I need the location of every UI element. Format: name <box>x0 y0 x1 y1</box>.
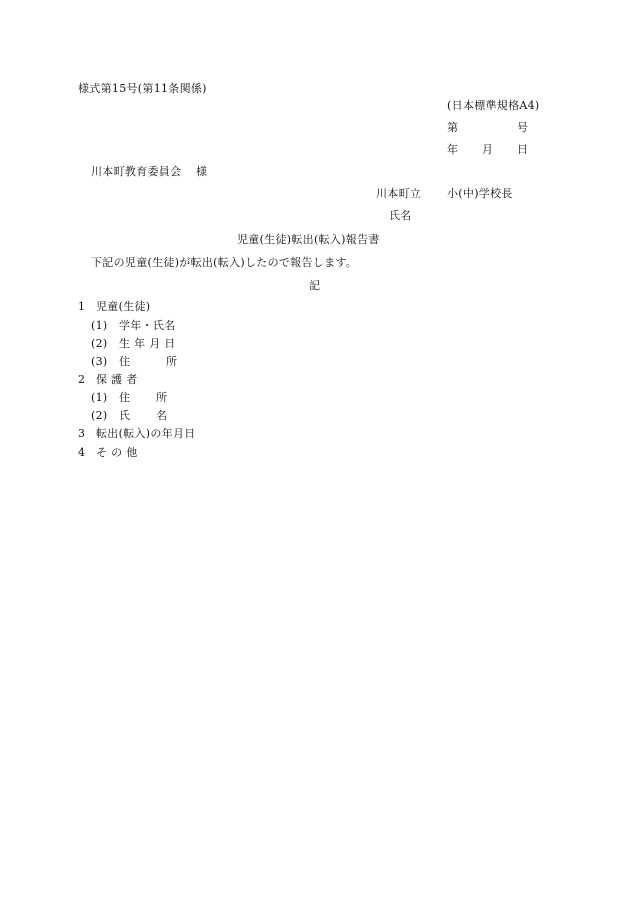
date-month: 月 <box>482 143 494 156</box>
item-1-1-label: 学年・氏名 <box>119 319 176 332</box>
document-title: 児童(生徒)転出(転入)報告書 <box>237 233 380 246</box>
item-2-2-label-b: 名 <box>156 409 168 422</box>
intro-text: 下記の児童(生徒)が転出(転入)したので報告します。 <box>91 256 358 269</box>
date-day: 日 <box>517 143 529 156</box>
item-1-3-label-a: 住 <box>119 355 131 368</box>
item-1-1-number: (1) <box>91 319 108 332</box>
doc-number-dai: 第 <box>447 121 459 134</box>
item-3-number: 3 <box>78 427 86 440</box>
item-4-label: そ の 他 <box>96 446 138 459</box>
item-1-2-number: (2) <box>91 337 108 350</box>
item-2-1-number: (1) <box>91 391 108 404</box>
item-1-3-label-b: 所 <box>166 355 178 368</box>
form-number: 様式第15号(第11条関係) <box>78 82 207 95</box>
item-2-2-number: (2) <box>91 409 108 422</box>
item-1-2-label: 生 年 月 日 <box>119 337 176 350</box>
item-4-number: 4 <box>78 446 86 459</box>
item-3-label: 転出(転入)の年月日 <box>96 427 196 440</box>
item-2-label: 保 護 者 <box>96 373 138 386</box>
sender-school: 小(中)学校長 <box>447 187 513 200</box>
sender-name-label: 氏名 <box>389 209 412 222</box>
addressee: 川本町教育委員会 <box>91 165 182 178</box>
addressee-honorific: 様 <box>196 165 208 178</box>
item-1-3-number: (3) <box>91 355 108 368</box>
sender-town: 川本町立 <box>376 187 422 200</box>
item-1-number: 1 <box>78 300 86 313</box>
item-2-1-label-b: 所 <box>156 391 168 404</box>
doc-number-go: 号 <box>517 121 529 134</box>
item-2-number: 2 <box>78 373 86 386</box>
paper-size: (日本標準規格A4) <box>447 99 540 112</box>
ki-marker: 記 <box>309 279 321 292</box>
item-2-1-label-a: 住 <box>119 391 131 404</box>
item-1-label: 児童(生徒) <box>96 300 151 313</box>
item-2-2-label-a: 氏 <box>119 409 131 422</box>
date-year: 年 <box>447 143 459 156</box>
